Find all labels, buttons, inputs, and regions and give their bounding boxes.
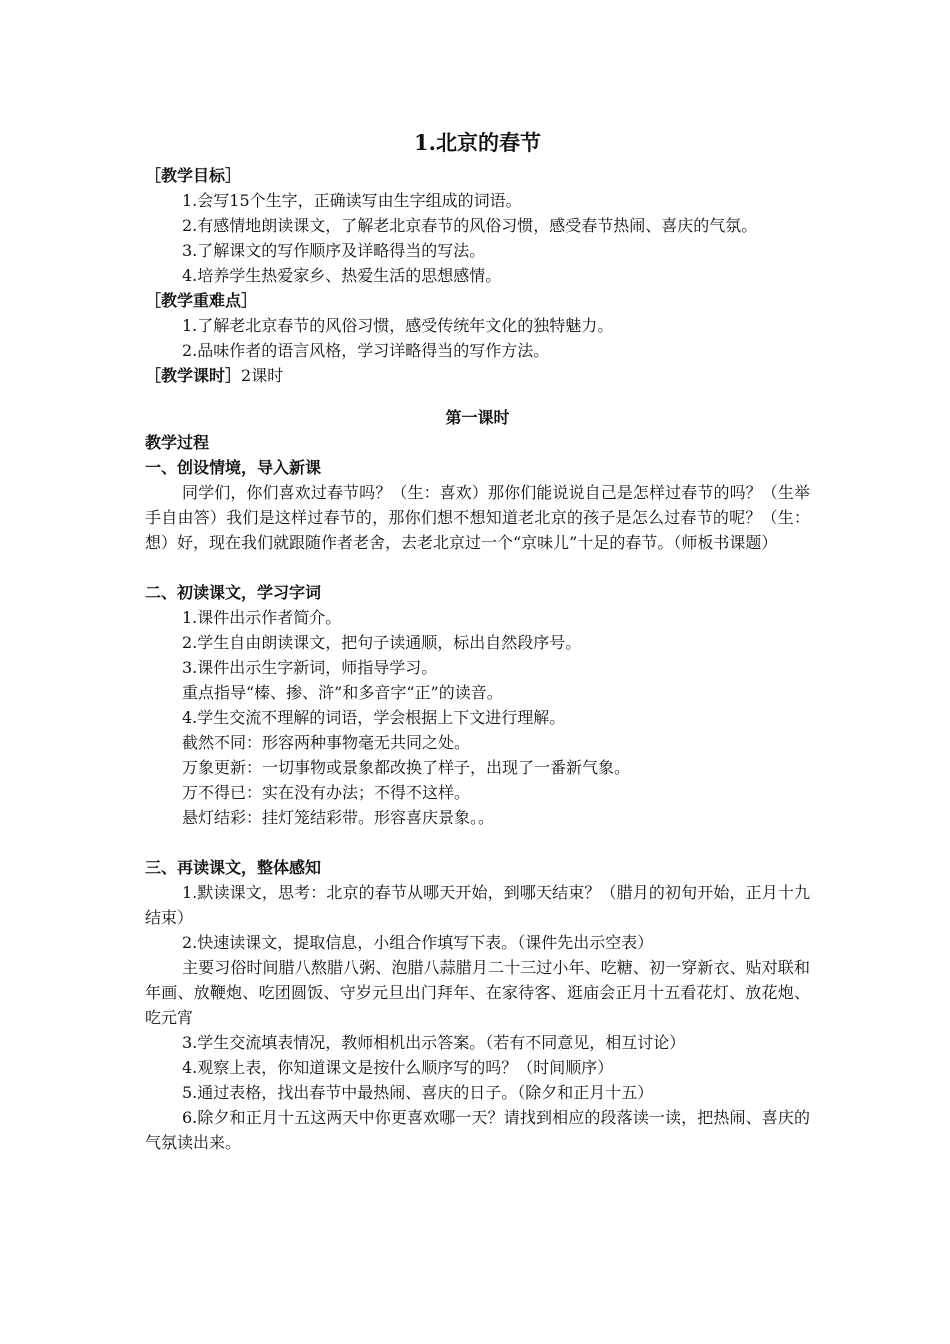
- section-paragraph: 悬灯结彩：挂灯笼结彩带。形容喜庆景象。。: [182, 808, 495, 827]
- hours-value: 2课时: [241, 366, 284, 385]
- hours-heading: ［教学课时］: [145, 366, 242, 385]
- goal-item: 3.了解课文的写作顺序及详略得当的写法。: [182, 241, 486, 260]
- process-heading: 教学过程: [145, 433, 210, 452]
- goal-item: 4.培养学生热爱家乡、热爱生活的思想感情。: [182, 266, 502, 285]
- keypoint-item: 1.了解老北京春节的风俗习惯，感受传统年文化的独特魅力。: [182, 316, 614, 335]
- goals-heading: ［教学目标］: [145, 166, 242, 185]
- section-paragraph: 主要习俗时间腊八熬腊八粥、泡腊八蒜腊月二十三过小年、吃糖、初一穿新衣、贴对联和年画、放鞭炮、吃团圆饭、守岁元旦出门拜年、在家待客、逛庙会正月十五看花灯、放花炮、吃元宵: [145, 958, 810, 1027]
- section-paragraph: 重点指导“榛、掺、浒”和多音字“正”的读音。: [182, 683, 503, 702]
- section-paragraph: 4.学生交流不理解的词语，学会根据上下文进行理解。: [182, 708, 566, 727]
- section-paragraph: 同学们，你们喜欢过春节吗？（生：喜欢）那你们能说说自己是怎样过春节的吗？（生举手自由答）我们是这样过春节的，那你们想不想知道老北京的孩子是怎么过春节的呢？（生：想）好，现在我们就跟随作者老舍，去老北京过一个“京味儿”十足的春节。（师板书课题）: [145, 483, 810, 552]
- document-page: [145, 128, 810, 1155]
- section-paragraph: 1.课件出示作者简介。: [182, 608, 342, 627]
- section-paragraph: 1.默读课文，思考：北京的春节从哪天开始，到哪天结束？（腊月的初旬开始，正月十九结束）: [145, 883, 810, 927]
- section-paragraph: 万象更新：一切事物或景象都改换了样子，出现了一番新气象。: [182, 758, 631, 777]
- lesson-heading: 第一课时: [445, 408, 510, 427]
- keypoint-item: 2.品味作者的语言风格，学习详略得当的写作方法。: [182, 341, 550, 360]
- section-paragraph: 4.观察上表，你知道课文是按什么顺序写的吗？（时间顺序）: [182, 1058, 614, 1077]
- section-paragraph: 6.除夕和正月十五这两天中你更喜欢哪一天？请找到相应的段落读一读，把热闹、喜庆的气氛读出来。: [145, 1108, 810, 1152]
- section-paragraph: 3.课件出示生字新词，师指导学习。: [182, 658, 438, 677]
- section-heading: 三、再读课文，整体感知: [145, 858, 322, 877]
- section-paragraph: 2.学生自由朗读课文，把句子读通顺，标出自然段序号。: [182, 633, 582, 652]
- section-paragraph: 5.通过表格，找出春节中最热闹、喜庆的日子。（除夕和正月十五）: [182, 1083, 654, 1102]
- goal-item: 1.会写15个生字，正确读写由生字组成的词语。: [182, 191, 522, 210]
- section-heading: 一、创设情境，导入新课: [145, 458, 322, 477]
- section-paragraph: 3.学生交流填表情况，教师相机出示答案。（若有不同意见，相互讨论）: [182, 1033, 686, 1052]
- goal-item: 2.有感情地朗读课文，了解老北京春节的风俗习惯，感受春节热闹、喜庆的气氛。: [182, 216, 758, 235]
- section-paragraph: 万不得已：实在没有办法；不得不这样。: [182, 783, 471, 802]
- keypoints-heading: ［教学重难点］: [145, 291, 258, 310]
- section-paragraph: 2.快速读课文，提取信息，小组合作填写下表。（课件先出示空表）: [182, 933, 654, 952]
- hours-line: [145, 363, 810, 388]
- section-paragraph: 截然不同：形容两种事物毫无共同之处。: [182, 733, 471, 752]
- document-title: 1.北京的春节: [414, 130, 541, 155]
- section-heading: 二、初读课文，学习字词: [145, 583, 322, 602]
